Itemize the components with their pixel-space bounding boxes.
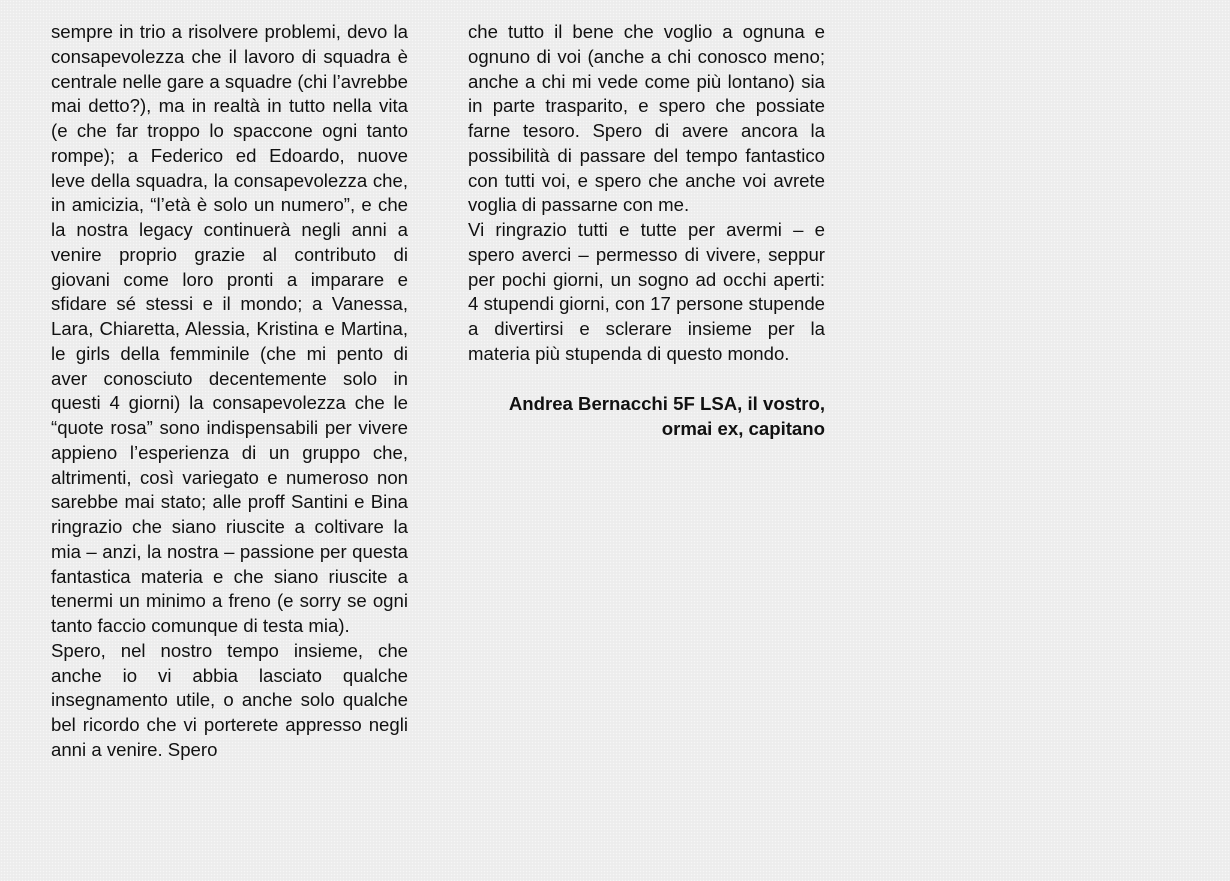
right-text-column [468, 20, 825, 441]
paragraph: Spero, nel nostro tempo insieme, che anche io vi abbia lasciato qualche insegnamento utile, o anche solo qualche bel ricordo che vi porterete appresso negli anni a venire. Spero [51, 639, 408, 760]
paragraph: che tutto il bene che voglio a ognuna e ognuno di voi (anche a chi conosco meno; anche a chi mi vede come più lontano) sia in parte trasparito, e spero che possiate farne tesoro. Spero di avere ancora la possibilità di passare del tempo fantastico con tutti voi, e spero che anche voi avrete voglia di passarne con me. [468, 21, 825, 216]
author-signature [468, 391, 825, 441]
signature-line: Andrea Bernacchi 5F LSA, il vostro, [508, 392, 825, 414]
paragraph: sempre in trio a risolvere problemi, devo la consapevolezza che il lavoro di squadra è centrale nelle gare a squadre (chi l’avrebbe mai detto?), ma in realtà in tutto nella vita (e che far troppo lo spaccone ogni tanto rompe); a Federico ed Edoardo, nuove leve della squadra, la consapevolezza che, in amicizia, “l’età è solo un numero”, e che la nostra legacy continuerà negli anni a venire proprio grazie al contributo di giovani come loro pronti a imparare e sfidare sé stessi e il mondo; a Vanessa, Lara, Chiaretta, Alessia, Kristina e Martina, le girls della femminile (che mi pento di aver conosciuto decentemente solo in questi 4 giorni) la consapevolezza che le “quote rosa” sono indispensabili per vivere appieno l’esperienza di un gruppo che, altrimenti, così variegato e numeroso non sarebbe mai stato; alle proff Santini e Bina ringrazio che siano riuscite a coltivare la mia – anzi, la nostra – passione per questa fantastica materia e che siano riuscite a tenermi un minimo a freno (e sorry se ogni tanto faccio comunque di testa mia). [51, 21, 408, 636]
signature-line: ormai ex, capitano [661, 417, 825, 439]
paragraph: Vi ringrazio tutti e tutte per avermi – e spero averci – permesso di vivere, seppur per pochi giorni, un sogno ad occhi aperti: 4 stupendi giorni, con 17 persone stupende a divertirsi e sclerare insieme per la materia più stupenda di questo mondo. [468, 219, 825, 364]
left-text-column [51, 20, 408, 763]
